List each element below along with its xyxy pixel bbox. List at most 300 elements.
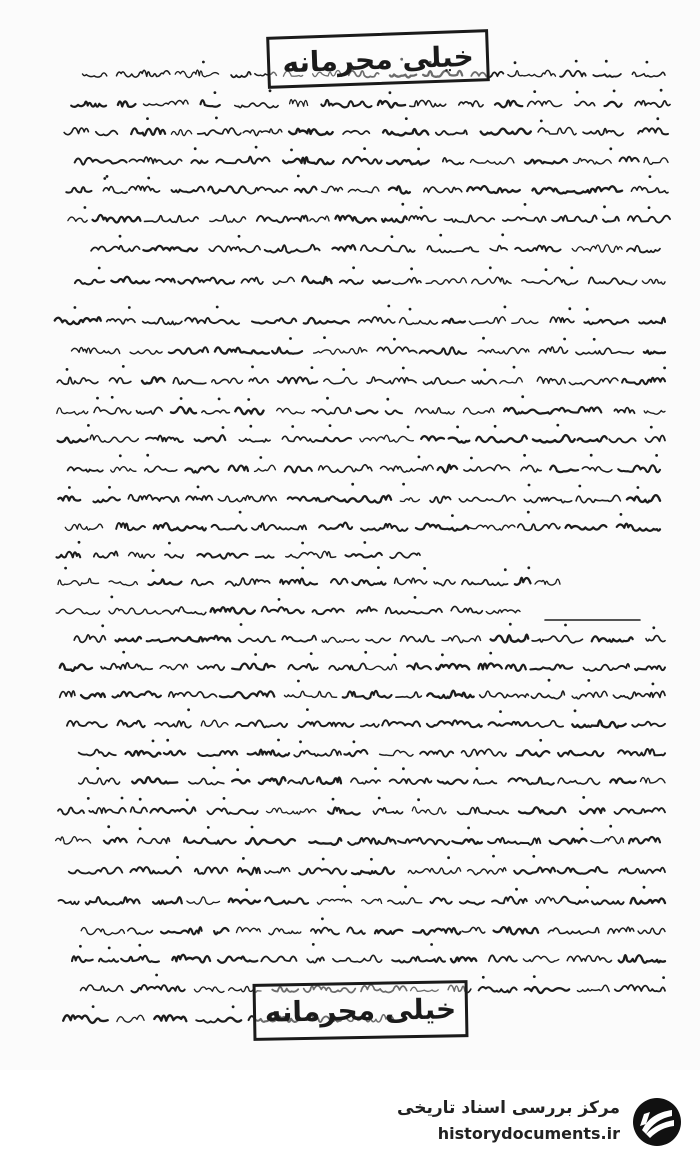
ink-dot: [564, 624, 567, 627]
ink-stroke: [89, 808, 126, 814]
ink-stroke: [409, 216, 436, 222]
ink-stroke: [236, 720, 287, 727]
ink-stroke: [55, 317, 101, 324]
ink-dot: [582, 796, 585, 799]
ink-stroke: [537, 377, 565, 384]
ink-stroke: [288, 778, 314, 784]
ink-dot: [656, 117, 659, 120]
ink-stroke: [201, 100, 220, 107]
ink-dot: [180, 397, 183, 400]
ink-dot: [513, 366, 516, 369]
ink-stroke: [189, 778, 224, 784]
ink-stroke: [352, 580, 385, 585]
ink-stroke: [148, 579, 181, 585]
ink-stroke: [216, 157, 269, 164]
ink-stroke: [521, 465, 541, 472]
ink-dot: [377, 566, 380, 569]
ink-dot: [342, 368, 345, 371]
ink-dot: [236, 768, 239, 771]
ink-stroke: [56, 609, 99, 615]
ink-stroke: [304, 318, 349, 324]
ink-stroke: [495, 101, 522, 108]
ink-stroke: [436, 130, 467, 135]
ink-stroke: [618, 749, 665, 755]
ink-stroke: [335, 216, 376, 223]
ink-stroke: [387, 160, 429, 164]
ink-dot: [247, 398, 250, 401]
ink-dot: [103, 177, 106, 180]
ink-dot: [409, 308, 412, 311]
ink-stroke: [94, 407, 131, 414]
ink-stroke: [210, 215, 246, 222]
ink-stroke: [449, 438, 470, 443]
ink-stroke: [608, 927, 634, 933]
ink-stroke: [111, 467, 136, 472]
ink-stroke: [57, 552, 81, 558]
ink-stroke: [539, 347, 568, 353]
ink-stroke: [256, 555, 274, 558]
ink-dot: [439, 234, 442, 237]
ink-stroke: [381, 465, 434, 472]
ink-stroke: [462, 927, 485, 933]
ink-dot: [603, 205, 606, 208]
ink-stroke: [603, 217, 619, 222]
ink-dot: [312, 943, 315, 946]
ink-stroke: [72, 956, 93, 962]
ink-stroke: [377, 347, 417, 353]
ink-stroke: [538, 128, 576, 135]
ink-stroke: [150, 807, 195, 813]
ink-stroke: [215, 347, 269, 353]
ink-stroke: [492, 897, 527, 904]
ink-stroke: [71, 102, 106, 107]
ink-stroke: [548, 928, 599, 935]
ink-stroke: [265, 897, 308, 904]
ink-stroke: [295, 187, 317, 193]
ink-stroke: [322, 186, 343, 192]
ink-dot: [207, 826, 210, 829]
ink-stroke: [175, 70, 218, 78]
ink-dot: [329, 424, 332, 427]
ink-stroke: [195, 435, 226, 441]
ink-dot: [301, 567, 304, 570]
ink-stroke: [229, 898, 260, 903]
ink-dot: [524, 203, 527, 206]
ink-dot: [420, 206, 423, 209]
ink-stroke: [361, 724, 379, 727]
ink-dot: [255, 146, 258, 149]
ink-stroke: [142, 377, 165, 383]
ink-stroke: [469, 317, 505, 325]
ink-stroke: [64, 128, 88, 135]
ink-stroke: [443, 319, 466, 323]
ink-stroke: [144, 100, 189, 105]
ink-dot: [147, 177, 150, 180]
ink-stroke: [160, 664, 188, 669]
ink-stroke: [129, 157, 181, 164]
ink-dot: [297, 175, 300, 178]
ink-stroke: [407, 663, 431, 669]
ink-stroke: [398, 838, 449, 845]
ink-stroke: [343, 131, 369, 134]
ink-stroke: [464, 408, 494, 414]
ink-stroke: [331, 579, 348, 584]
ink-stroke: [444, 215, 494, 222]
ink-dot: [119, 235, 122, 238]
ink-stroke: [343, 157, 382, 164]
ink-stroke: [126, 751, 161, 757]
ink-dot: [213, 766, 216, 769]
ink-stroke: [506, 665, 526, 671]
ink-dot: [652, 626, 655, 629]
ink-stroke: [145, 216, 199, 223]
ink-dot: [78, 541, 81, 544]
ink-dot: [575, 60, 578, 63]
ink-stroke: [451, 957, 476, 962]
ink-stroke: [592, 900, 624, 904]
ink-dot: [576, 91, 579, 94]
ink-dot: [332, 798, 335, 801]
ink-dot: [311, 366, 314, 369]
ink-stroke: [584, 320, 628, 324]
ink-dot: [87, 424, 90, 427]
ink-stroke: [235, 103, 278, 108]
ink-stroke: [93, 215, 141, 223]
ink-stroke: [58, 808, 84, 815]
ink-stroke: [515, 246, 560, 252]
ink-stroke: [569, 378, 618, 385]
ink-stroke: [161, 927, 202, 934]
ink-stroke: [436, 664, 469, 669]
ink-stroke: [401, 636, 435, 642]
ink-stroke: [362, 899, 382, 904]
ink-stroke: [523, 956, 558, 962]
ink-stroke: [361, 524, 407, 531]
ink-dot: [441, 653, 444, 656]
ink-stroke: [576, 495, 620, 502]
ink-stroke: [400, 318, 438, 325]
ink-stroke: [373, 281, 389, 284]
ink-stroke: [638, 928, 665, 934]
ink-dot: [353, 740, 356, 743]
ink-dot: [533, 975, 536, 978]
ink-stroke: [388, 898, 422, 904]
ink-dot: [218, 398, 221, 401]
ink-stroke: [591, 837, 624, 844]
ink-stroke: [195, 867, 227, 874]
ink-dot: [321, 917, 324, 920]
ink-stroke: [476, 435, 527, 442]
ink-stroke: [319, 523, 352, 530]
ink-stroke: [129, 552, 155, 558]
ink-stroke: [285, 691, 337, 697]
ink-dot: [660, 89, 663, 92]
ink-stroke: [583, 129, 623, 136]
ink-dot: [222, 426, 225, 429]
ink-dot: [548, 679, 551, 682]
ink-stroke: [317, 777, 341, 784]
ink-dot: [138, 944, 141, 947]
ink-stroke: [356, 410, 377, 414]
ink-dot: [556, 424, 559, 427]
ink-dot: [662, 976, 665, 979]
ink-stroke: [504, 408, 552, 414]
ink-stroke: [646, 636, 665, 642]
ink-stroke: [373, 808, 402, 814]
ink-dot: [401, 203, 404, 206]
ink-dot: [214, 91, 217, 94]
ink-stroke: [312, 408, 351, 415]
ink-stroke: [550, 839, 587, 844]
ink-dot: [291, 425, 294, 428]
ink-stroke: [285, 466, 312, 472]
ink-stroke: [644, 351, 665, 354]
ink-stroke: [310, 216, 329, 222]
ink-stroke: [191, 160, 207, 163]
ink-stroke: [638, 128, 668, 134]
ink-stroke: [185, 466, 218, 472]
ink-stroke: [290, 100, 308, 107]
ink-dot: [96, 767, 99, 770]
ink-stroke: [382, 216, 407, 222]
stamp-bottom-text: خیلی محرمانه: [264, 992, 457, 1029]
ink-stroke: [609, 438, 635, 442]
ink-dot: [527, 566, 530, 569]
ink-stroke: [75, 280, 104, 285]
ink-stroke: [198, 128, 241, 135]
ink-stroke: [314, 347, 367, 354]
ink-dot: [98, 267, 101, 270]
ink-dot: [74, 306, 77, 309]
ink-stroke: [560, 70, 586, 76]
ink-dot: [128, 306, 131, 309]
ink-stroke: [632, 722, 665, 727]
ink-stroke: [413, 928, 460, 935]
ink-stroke: [103, 187, 127, 194]
confidential-stamp-bottom: [253, 980, 469, 1041]
ink-stroke: [400, 498, 419, 502]
ink-stroke: [467, 186, 520, 193]
ink-stroke: [489, 722, 529, 726]
ink-stroke: [620, 157, 639, 162]
ink-stroke: [490, 246, 507, 251]
ink-dot: [363, 541, 366, 544]
ink-dot: [613, 90, 616, 93]
ink-dot: [187, 708, 190, 711]
ink-dot: [122, 365, 125, 368]
ink-dot: [489, 266, 492, 269]
ink-stroke: [265, 245, 320, 253]
ink-stroke: [613, 691, 665, 699]
ink-dot: [527, 511, 530, 514]
ink-stroke: [117, 70, 170, 77]
ink-stroke: [269, 928, 301, 934]
ink-stroke: [229, 466, 248, 471]
ink-dot: [605, 60, 608, 63]
ink-stroke: [235, 408, 263, 415]
ink-stroke: [627, 246, 660, 253]
ink-stroke: [117, 1015, 144, 1022]
ink-stroke: [131, 985, 184, 992]
ink-stroke: [116, 637, 142, 642]
ink-dot: [387, 305, 390, 308]
ink-dot: [646, 61, 649, 64]
ink-stroke: [259, 777, 286, 784]
ink-dot: [545, 268, 548, 271]
ink-stroke: [111, 277, 149, 284]
ink-stroke: [494, 927, 538, 934]
ink-dot: [352, 266, 355, 269]
ink-stroke: [311, 928, 339, 935]
ink-stroke: [289, 129, 333, 135]
ink-stroke: [101, 663, 152, 670]
ink-stroke: [68, 217, 87, 222]
ink-stroke: [109, 608, 161, 614]
ink-dot: [482, 337, 485, 340]
ink-dot: [259, 456, 262, 459]
ink-stroke: [68, 467, 103, 472]
ink-stroke: [59, 900, 79, 904]
ink-stroke: [340, 280, 363, 284]
ink-dot: [532, 855, 535, 858]
ink-stroke: [155, 721, 191, 728]
ink-dot: [483, 368, 486, 371]
stamp-top-text: خیلی محرمانه: [281, 39, 475, 79]
ink-stroke: [576, 186, 623, 193]
ink-stroke: [582, 467, 612, 472]
ink-dot: [528, 484, 531, 487]
ink-stroke: [145, 466, 177, 472]
ink-stroke: [198, 751, 237, 756]
ink-stroke: [575, 101, 595, 105]
ink-stroke: [420, 347, 467, 354]
ink-stroke: [81, 985, 123, 991]
ink-dot: [470, 457, 473, 460]
ink-stroke: [286, 551, 336, 558]
ink-stroke: [187, 897, 220, 904]
ink-stroke: [567, 956, 611, 963]
ink-stroke: [237, 927, 261, 932]
ink-stroke: [478, 348, 529, 354]
ink-stroke: [589, 277, 637, 284]
ink-dot: [663, 367, 666, 370]
ink-stroke: [503, 217, 546, 223]
ink-dot: [238, 235, 241, 238]
ink-stroke: [132, 777, 177, 783]
ink-stroke: [426, 278, 466, 284]
ink-stroke: [173, 378, 206, 384]
ink-stroke: [438, 779, 468, 784]
ink-stroke: [491, 635, 529, 643]
ink-stroke: [211, 607, 255, 614]
ink-dot: [176, 856, 179, 859]
ink-dot: [515, 888, 518, 891]
ink-dot: [152, 740, 155, 743]
ink-stroke: [207, 808, 257, 814]
ink-stroke: [232, 780, 249, 784]
ink-stroke: [131, 128, 165, 135]
ink-stroke: [644, 158, 668, 165]
ink-dot: [364, 651, 367, 654]
ink-stroke: [408, 868, 460, 874]
ink-stroke: [360, 435, 413, 442]
ink-stroke: [412, 807, 446, 815]
ink-stroke: [627, 495, 660, 502]
ink-stroke: [359, 317, 395, 323]
ink-stroke: [615, 985, 665, 992]
ink-stroke: [178, 278, 234, 284]
ink-dot: [402, 767, 405, 770]
ink-stroke: [529, 721, 563, 727]
ink-dot: [242, 857, 245, 860]
ink-stroke: [280, 579, 317, 586]
ink-dot: [492, 855, 495, 858]
ink-stroke: [94, 551, 118, 557]
ink-stroke: [319, 465, 372, 473]
ink-dot: [451, 514, 454, 517]
ink-stroke: [386, 410, 403, 414]
ink-stroke: [464, 465, 510, 471]
ink-dot: [186, 799, 189, 802]
ink-stroke: [128, 495, 178, 502]
ink-stroke: [578, 436, 607, 442]
ink-dot: [168, 542, 171, 545]
ink-stroke: [130, 867, 181, 874]
ink-stroke: [423, 378, 465, 385]
ink-stroke: [517, 750, 550, 756]
ink-stroke: [255, 465, 276, 471]
ink-dot: [649, 175, 652, 178]
ink-dot: [386, 398, 389, 401]
ink-stroke: [107, 319, 135, 324]
ink-stroke: [67, 721, 107, 727]
ink-stroke: [489, 955, 517, 961]
ink-stroke: [382, 720, 420, 726]
ink-stroke: [631, 187, 668, 193]
ink-stroke: [93, 497, 120, 502]
ink-dot: [297, 680, 300, 683]
ink-stroke: [427, 691, 474, 698]
ink-stroke: [337, 495, 391, 502]
ink-dot: [139, 798, 142, 801]
ink-dot: [146, 117, 149, 120]
ink-dot: [245, 888, 248, 891]
ink-dot: [254, 653, 257, 656]
ink-stroke: [459, 495, 515, 502]
ink-stroke: [313, 608, 344, 614]
ink-dot: [574, 709, 577, 712]
ink-stroke: [580, 808, 605, 814]
ink-stroke: [552, 215, 597, 222]
ink-stroke: [610, 778, 635, 783]
ink-stroke: [346, 553, 382, 558]
ink-dot: [306, 708, 309, 711]
ink-stroke: [241, 278, 263, 285]
ink-stroke: [138, 838, 170, 844]
ink-dot: [216, 306, 219, 309]
ink-stroke: [427, 246, 478, 253]
ink-stroke: [460, 901, 484, 905]
ink-dot: [593, 338, 596, 341]
ink-stroke: [74, 635, 105, 643]
ink-stroke: [91, 246, 140, 252]
ink-stroke: [410, 100, 446, 106]
ink-stroke: [99, 959, 118, 962]
ink-stroke: [231, 72, 251, 77]
ink-stroke: [347, 927, 365, 934]
ink-stroke: [367, 377, 416, 384]
ink-stroke: [329, 663, 366, 670]
